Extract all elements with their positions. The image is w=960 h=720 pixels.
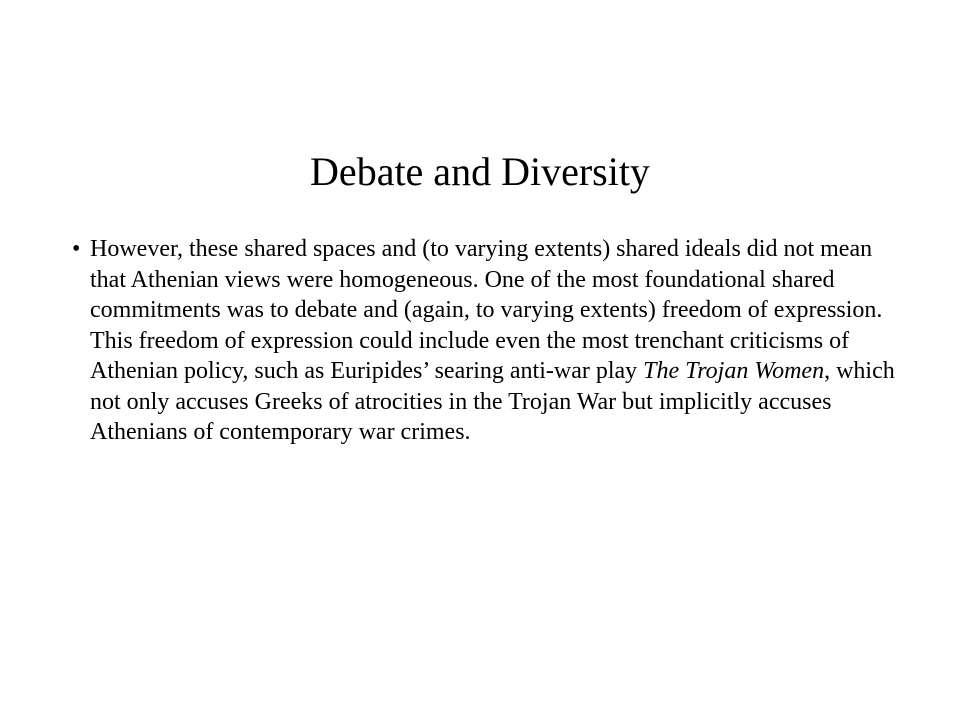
bullet-marker: • (72, 236, 81, 262)
bullet-text (90, 234, 902, 448)
slide-body (72, 234, 902, 448)
bullet-item (72, 234, 902, 448)
play-title: The Trojan Women (643, 358, 825, 384)
bullet-text-part2: , which not only accuses Greeks of atrocities in the Trojan War but implicitly accuses Athenians of contemporary war crimes. (90, 358, 895, 445)
slide-title: Debate and Diversity (310, 149, 650, 194)
bullet-text-part1: However, these shared spaces and (to varying extents) shared ideals did not mean that Athenian views were homogeneous. One of the most foundational shared commitments was to debate and (again, to varying extents) freedom of expression. This freedom of expression could include even the most trenchant criticisms of Athenian policy, such as Euripides’ searing anti-war play (90, 236, 883, 384)
